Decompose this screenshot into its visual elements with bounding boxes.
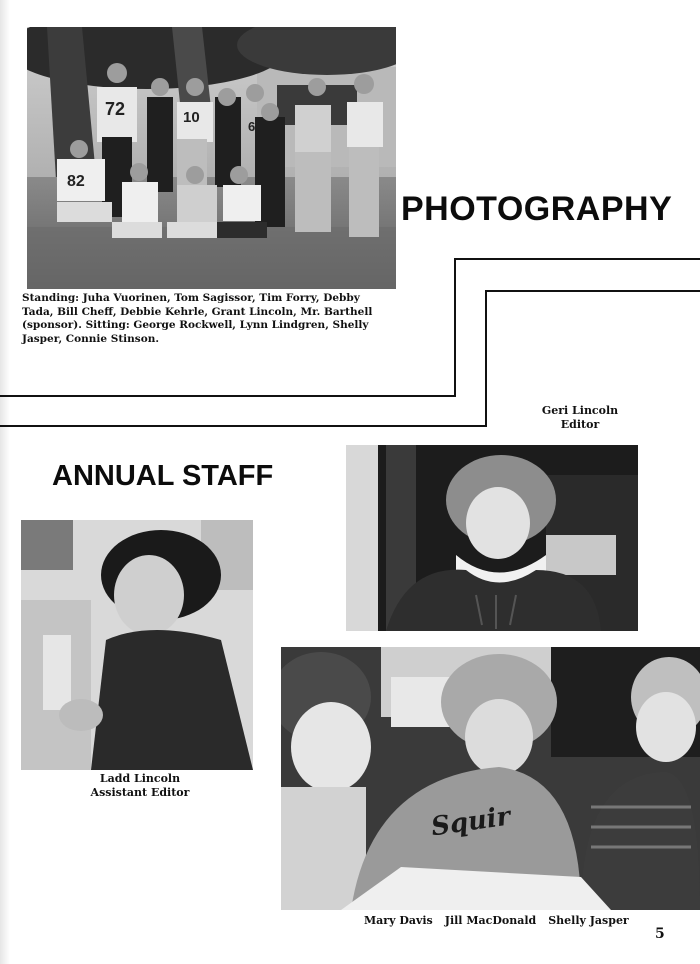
editor-photo [346, 445, 638, 631]
jersey-number: 6 [248, 119, 256, 134]
group-name: Shelly Jasper [548, 914, 629, 927]
editor-name: Geri Lincoln [541, 404, 619, 417]
jersey-number: 82 [67, 173, 85, 190]
editor-role: Editor [560, 418, 600, 431]
staff-group-photo [281, 647, 700, 910]
jersey-number: 10 [183, 109, 200, 126]
group-name: Jill MacDonald [444, 914, 537, 927]
group-photo-names [364, 914, 629, 927]
photography-heading: PHOTOGRAPHY [401, 190, 673, 228]
assistant-editor-name: Ladd Lincoln [99, 772, 181, 785]
assistant-editor-caption [60, 772, 220, 800]
photography-group-photo [27, 27, 396, 289]
editor-caption [520, 404, 640, 432]
divider-rule [485, 290, 487, 427]
annual-staff-heading: ANNUAL STAFF [52, 460, 274, 492]
group-name: Mary Davis [364, 914, 433, 927]
divider-rule [454, 258, 456, 397]
divider-rule [485, 290, 700, 292]
sweatshirt-lettering: Squir [429, 801, 513, 843]
photography-caption: Standing: Juha Vuorinen, Tom Sagissor, Tim Forry, Debby Tada, Bill Cheff, Debbie Kehrle, Grant Lincoln, Mr. Barthell (sponsor). Sitting: George Rockwell, Lynn Lindgren, Shelly Jasper, Connie Stinson. [22, 292, 373, 345]
divider-rule [0, 395, 456, 397]
assistant-editor-role: Assistant Editor [90, 786, 190, 799]
divider-rule [0, 425, 487, 427]
assistant-editor-photo [21, 520, 253, 770]
page-spine-shadow [0, 0, 10, 964]
page-number: 5 [655, 926, 665, 942]
divider-rule [454, 258, 700, 260]
jersey-number: 72 [105, 99, 126, 119]
